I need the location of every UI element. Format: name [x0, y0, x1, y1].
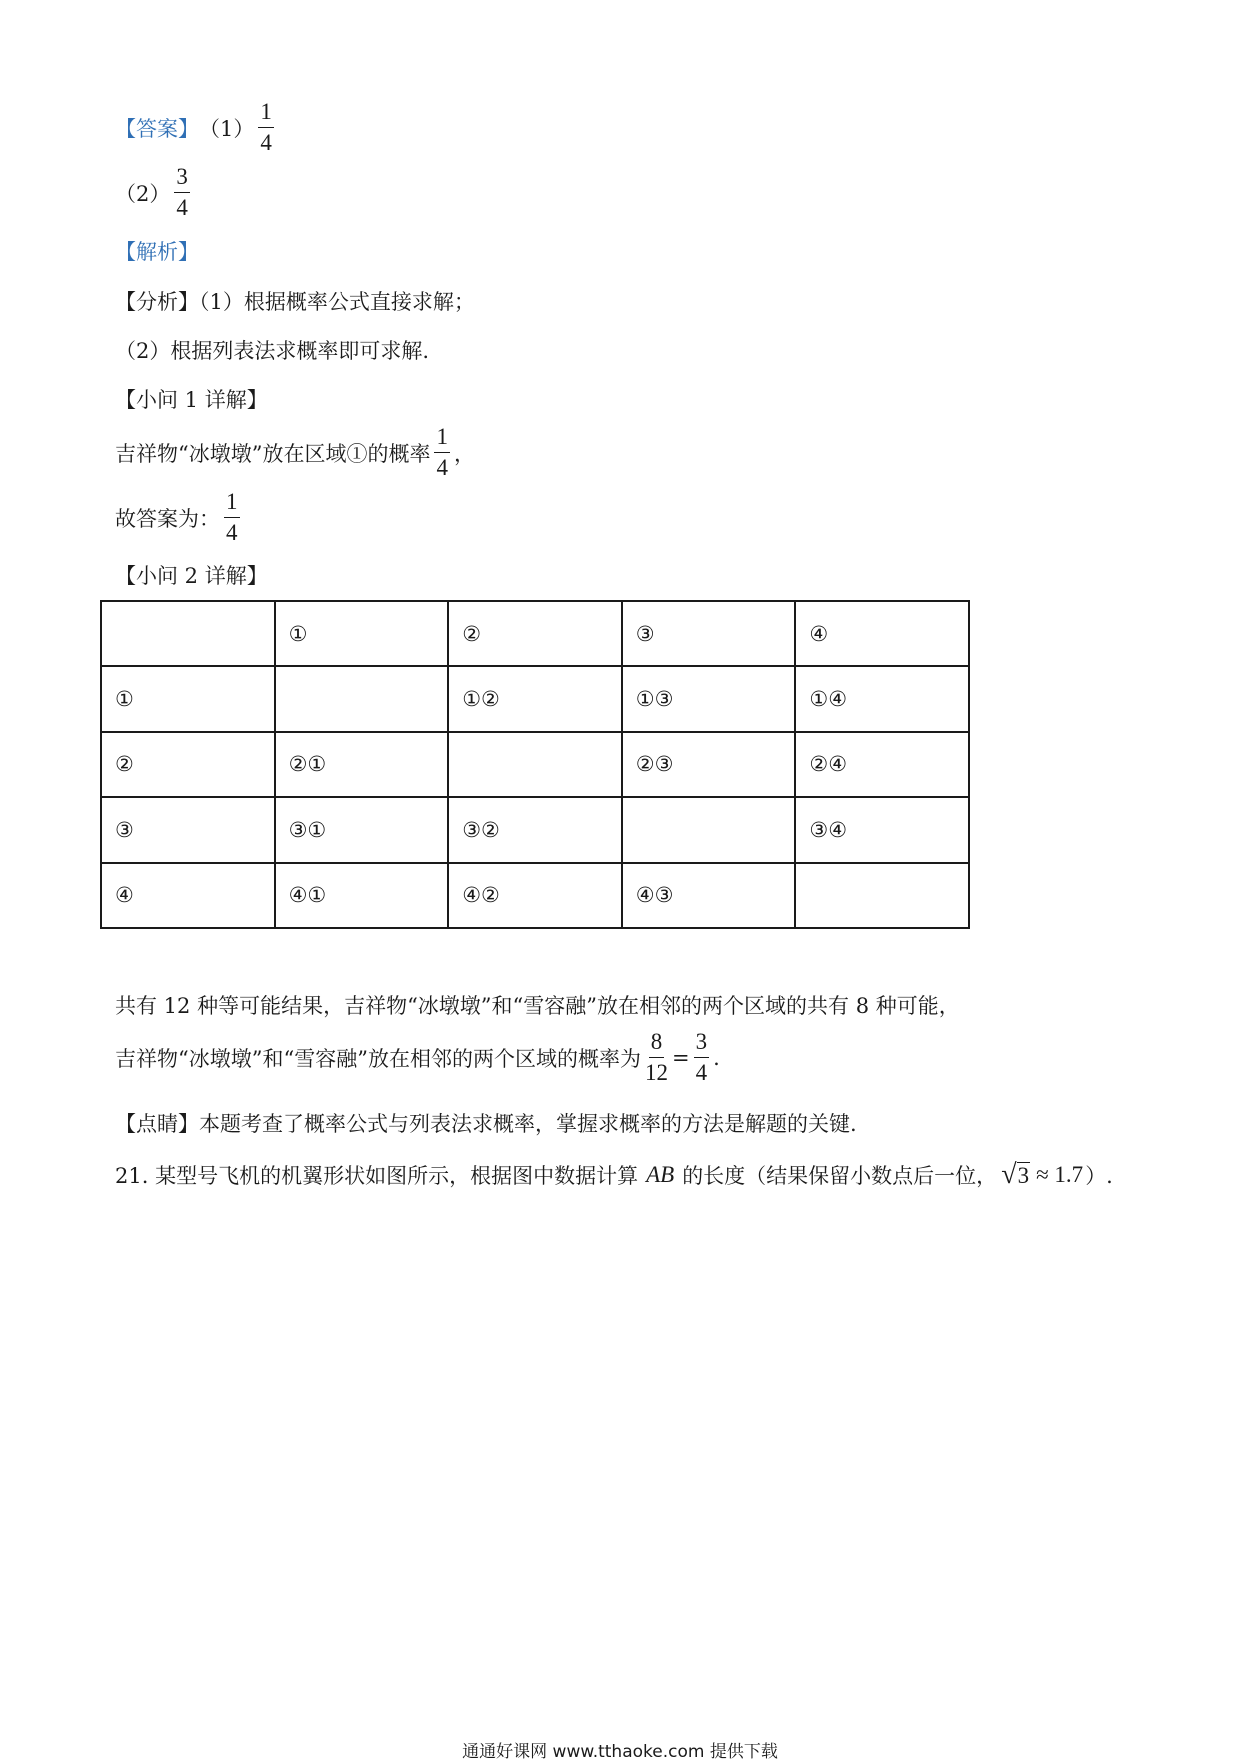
table-cell: ④②	[448, 863, 622, 928]
q1-answer-text: 故答案为：	[115, 506, 220, 531]
table-cell: ②①	[275, 732, 449, 797]
answer-line-2	[115, 165, 194, 220]
table-cell	[448, 732, 622, 797]
q2-fraction-2	[694, 1030, 710, 1085]
table-row	[101, 797, 969, 862]
outcome-table	[100, 600, 970, 929]
table-cell	[795, 863, 969, 928]
analysis-label: 【解析】	[115, 240, 199, 264]
answer-label: 【答案】	[115, 116, 199, 141]
q2-prob-end: .	[713, 1045, 720, 1070]
fraction-numerator: 1	[434, 425, 450, 453]
q1-probability-line	[115, 425, 475, 480]
table-cell: ②④	[795, 732, 969, 797]
radical-icon: √	[1001, 1159, 1017, 1190]
fraction-numerator: 8	[649, 1030, 665, 1058]
answer-line-1	[115, 100, 278, 155]
table-cell: ④	[795, 601, 969, 666]
fraction-denominator: 4	[260, 130, 272, 156]
fraction-numerator: 1	[224, 490, 240, 518]
table-cell: ①②	[448, 666, 622, 731]
approx-value: ≈ 1.7	[1036, 1162, 1084, 1187]
q1-answer-line	[115, 490, 244, 545]
table-cell: ②	[448, 601, 622, 666]
q21-variable: AB	[646, 1162, 675, 1187]
q1-answer-fraction	[224, 490, 240, 545]
sqrt-argument: 3	[1017, 1163, 1030, 1188]
table-cell	[622, 797, 796, 862]
table-cell: ②③	[622, 732, 796, 797]
q1-fraction	[434, 425, 450, 480]
equals-sign: =	[671, 1045, 690, 1070]
table-cell: ①④	[795, 666, 969, 731]
answer-part1-fraction	[258, 100, 274, 155]
q1-heading: 【小问 1 详解】	[115, 388, 268, 412]
comment-line: 【点睛】本题考查了概率公式与列表法求概率，掌握求概率的方法是解题的关键.	[115, 1112, 857, 1136]
table-cell: ①③	[622, 666, 796, 731]
q21-text-mid: 的长度（结果保留小数点后一位，	[682, 1164, 998, 1188]
question-21	[115, 1160, 1113, 1190]
table-row	[101, 666, 969, 731]
page-footer: 通通好课网 www.tthaoke.com 提供下载	[462, 1742, 778, 1762]
fraction-denominator: 4	[695, 1060, 708, 1086]
fraction-numerator: 3	[694, 1030, 710, 1058]
table-row	[101, 732, 969, 797]
q2-probability-line	[115, 1030, 720, 1085]
table-cell: ③	[622, 601, 796, 666]
table-cell: ③①	[275, 797, 449, 862]
table-cell: ③④	[795, 797, 969, 862]
fraction-numerator: 1	[258, 100, 274, 128]
table-cell: ③	[101, 797, 275, 862]
q1-tail: ，	[453, 441, 475, 466]
q2-fraction-1	[645, 1030, 668, 1085]
fenxi-line-1: 【分析】（1）根据概率公式直接求解；	[115, 290, 475, 314]
fraction-denominator: 4	[226, 520, 238, 546]
answer-part2-label: （2）	[115, 181, 171, 206]
table-cell: ④	[101, 863, 275, 928]
sqrt-expression	[1001, 1161, 1030, 1189]
answer-part1-label: （1）	[199, 116, 255, 141]
q21-text-end: ）.	[1085, 1164, 1113, 1188]
table-cell: ②	[101, 732, 275, 797]
q2-heading: 【小问 2 详解】	[115, 564, 268, 588]
fraction-numerator: 3	[174, 165, 190, 193]
fraction-denominator: 4	[436, 455, 448, 481]
table-cell	[101, 601, 275, 666]
table-row	[101, 601, 969, 666]
q21-text-before: 21. 某型号飞机的机翼形状如图所示，根据图中数据计算	[115, 1164, 639, 1188]
q1-text: 吉祥物“冰墩墩”放在区域①的概率	[115, 441, 431, 466]
table-cell: ④③	[622, 863, 796, 928]
fraction-denominator: 12	[644, 1060, 668, 1086]
fenxi-line-2: （2）根据列表法求概率即可求解.	[115, 339, 430, 363]
table-cell: ④①	[275, 863, 449, 928]
answer-part2-fraction	[174, 165, 190, 220]
q2-prob-text: 吉祥物“冰墩墩”和“雪容融”放在相邻的两个区域的概率为	[115, 1046, 641, 1071]
q2-result-line: 共有 12 种等可能结果，吉祥物“冰墩墩”和“雪容融”放在相邻的两个区域的共有 8 种可能，	[115, 994, 960, 1018]
table-cell	[275, 666, 449, 731]
table-cell: ①	[101, 666, 275, 731]
table-cell: ①	[275, 601, 449, 666]
table-row	[101, 863, 969, 928]
fraction-denominator: 4	[176, 195, 188, 221]
table-cell: ③②	[448, 797, 622, 862]
